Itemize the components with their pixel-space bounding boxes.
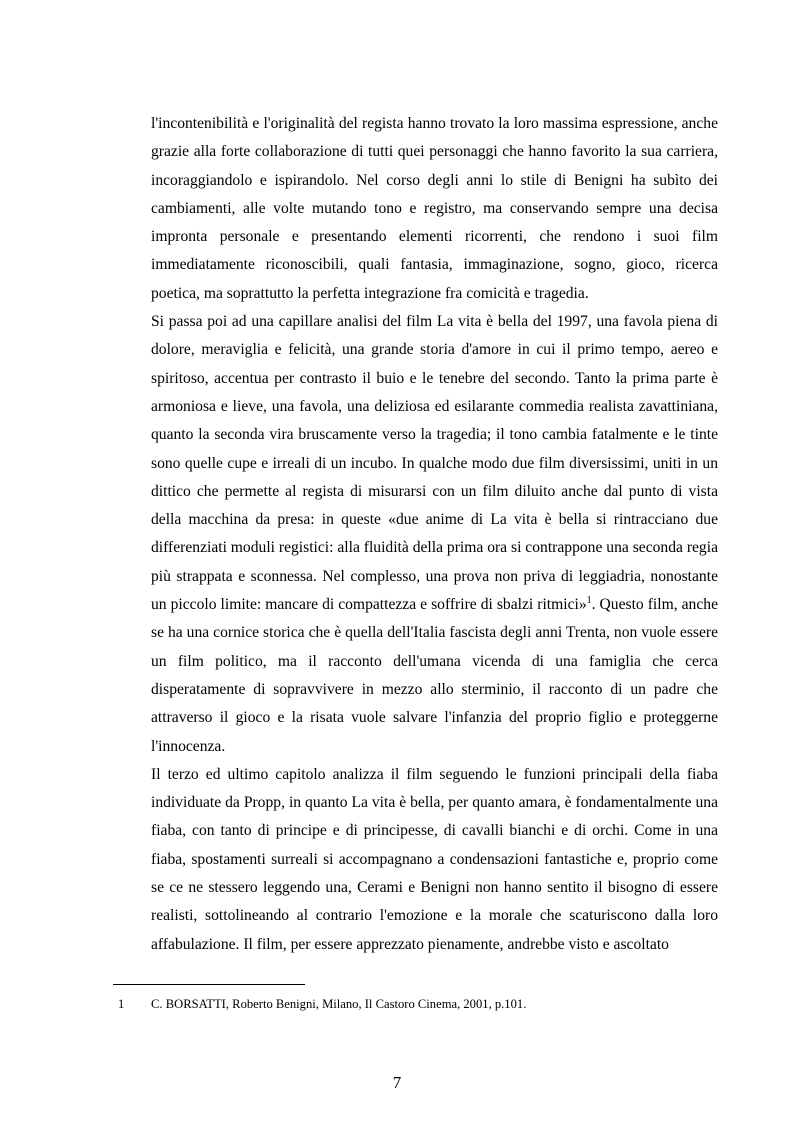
paragraph-2 xyxy=(151,308,718,761)
paragraph-3: Il terzo ed ultimo capitolo analizza il film seguendo le funzioni principali della fiaba individuate da Propp, in quanto La vita è bella, per quanto amara, è fondamentalmente una fiaba, con tanto di principe e di principesse, di cavalli bianchi e di orchi. Come in una fiaba, spostamenti surreali si accompagnano a condensazioni fantastiche e, proprio come se ce ne stessero leggendo una, Cerami e Benigni non hanno sentito il bisogno di essere realisti, sottolineando al contrario l'emozione e la morale che scaturiscono dalla loro affabulazione. Il film, per essere apprezzato pienamente, andrebbe visto e ascoltato xyxy=(151,765,718,953)
page-number: 7 xyxy=(392,1073,402,1092)
footnote xyxy=(118,996,718,1012)
footnote-text: C. BORSATTI, Roberto Benigni, Milano, Il Castoro Cinema, 2001, p.101. xyxy=(151,997,527,1011)
footnote-reference[interactable]: 1 xyxy=(586,594,592,606)
paragraph-2-continuation: . Questo film, anche se ha una cornice storica che è quella dell'Italia fascista degli anni Trenta, non vuole essere un film politico, ma il racconto dell'umana vicenda di una famiglia che cerca disperatamente di sopravvivere in mezzo allo sterminio, il racconto di un padre che attraverso il gioco e la risata vuole salvare l'infanzia del proprio figlio e proteggerne l'innocenza. xyxy=(151,596,718,755)
footnote-separator xyxy=(113,984,305,985)
paragraph-1: l'incontenibilità e l'originalità del regista hanno trovato la loro massima espressione, anche grazie alla forte collaborazione di tutti quei personaggi che hanno favorito la sua carriera, incoraggiandolo e ispirandolo. Nel corso degli anni lo stile di Benigni ha subìto dei cambiamenti, alle volte mutando tono e registro, ma conservando sempre una decisa impronta personale e presentando elementi ricorrenti, che rendono i suoi film immediatamente riconoscibili, quali fantasia, immaginazione, sogno, gioco, ricerca poetica, ma soprattutto la perfetta integrazione fra comicità e tragedia. xyxy=(151,115,718,302)
footnote-number: 1 xyxy=(118,997,125,1011)
body-text xyxy=(151,110,718,959)
paragraph-2-text: Si passa poi ad una capillare analisi del film La vita è bella del 1997, una favola piena di dolore, meraviglia e felicità, una grande storia d'amore in cui il primo tempo, aereo e spiritoso, accentua per contrasto il buio e le tenebre del secondo. Tanto la prima parte è armoniosa e lieve, una favola, una deliziosa ed esilarante commedia realista zavattiniana, quanto la seconda vira bruscamente verso la tragedia; il tono cambia fatalmente e le tinte sono quelle cupe e irreali di un incubo. In qualche modo due film diversissimi, uniti in un dittico che permette al regista di misurarsi con un film diluito anche dal punto di vista della macchina da presa: in queste «due anime di La vita è bella si rintracciano due differenziati moduli registici: alla fluidità della prima ora si contrappone una seconda regia più strappata e sconnessa. Nel complesso, una prova non priva di leggiadria, nonostante un piccolo limite: mancare di compattezza e soffrire di sbalzi ritmici» xyxy=(151,313,718,614)
